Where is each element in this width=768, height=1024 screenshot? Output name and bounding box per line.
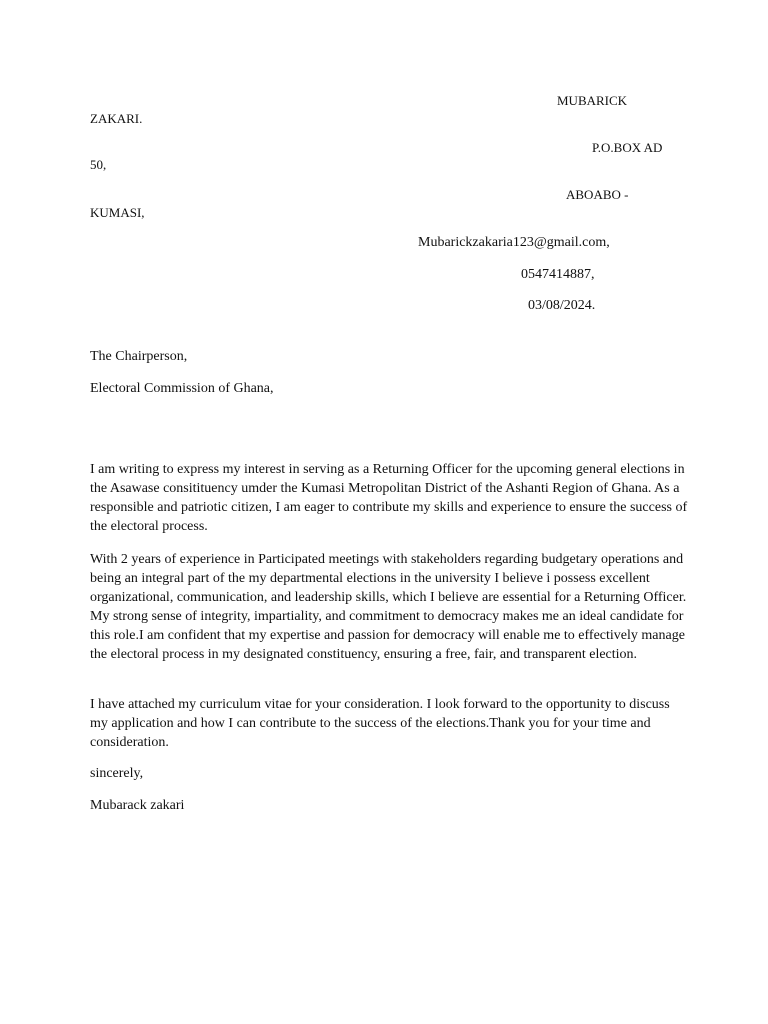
- sender-name-part1: MUBARICK: [557, 93, 628, 108]
- sender-email: Mubarickzakaria123@gmail.com,: [418, 235, 610, 250]
- body-paragraph-3: I have attached my curriculum vitae for your consideration. I look forward to the opportunity to discuss my application and how I can contribute to the success of the elections.Thank you for your time and consideration.: [90, 697, 670, 750]
- signature-name: Mubarack zakari: [90, 798, 185, 813]
- sender-city-part1: ABOABO -: [566, 187, 629, 202]
- body-paragraph-2: With 2 years of experience in Participated meetings with stakeholders regarding budgetary operations and being an integral part of the my departmental elections in the university I believe i possess excellent organizational, communication, and leadership skills, which I believe are essential for a Returning Officer. My strong sense of integrity, impartiality, and commitment to democracy makes me an ideal candidate for this role.I am confident that my expertise and passion for democracy will enable me to effectively manage the electoral process in my designated constituency, ensuring a free, fair, and transparent election.: [90, 552, 687, 662]
- letter-date: 03/08/2024.: [528, 298, 596, 313]
- sender-phone: 0547414887,: [521, 267, 595, 282]
- closing-salutation: sincerely,: [90, 766, 144, 781]
- body-paragraph-1: I am writing to express my interest in serving as a Returning Officer for the upcoming general elections in the Asawase consitituency umder the Kumasi Metropolitan District of the Ashanti Region of Ghana. As a responsible and patriotic citizen, I am eager to contribute my skills and experience to ensure the success of the electoral process.: [90, 462, 688, 534]
- sender-address-part1: P.O.BOX AD: [592, 140, 663, 155]
- sender-address-part2: 50,: [90, 157, 107, 172]
- sender-city-part2: KUMASI,: [90, 205, 145, 220]
- sender-name-part2: ZAKARI.: [90, 111, 143, 126]
- recipient-organization: Electoral Commission of Ghana,: [90, 381, 274, 396]
- recipient-title: The Chairperson,: [90, 349, 188, 364]
